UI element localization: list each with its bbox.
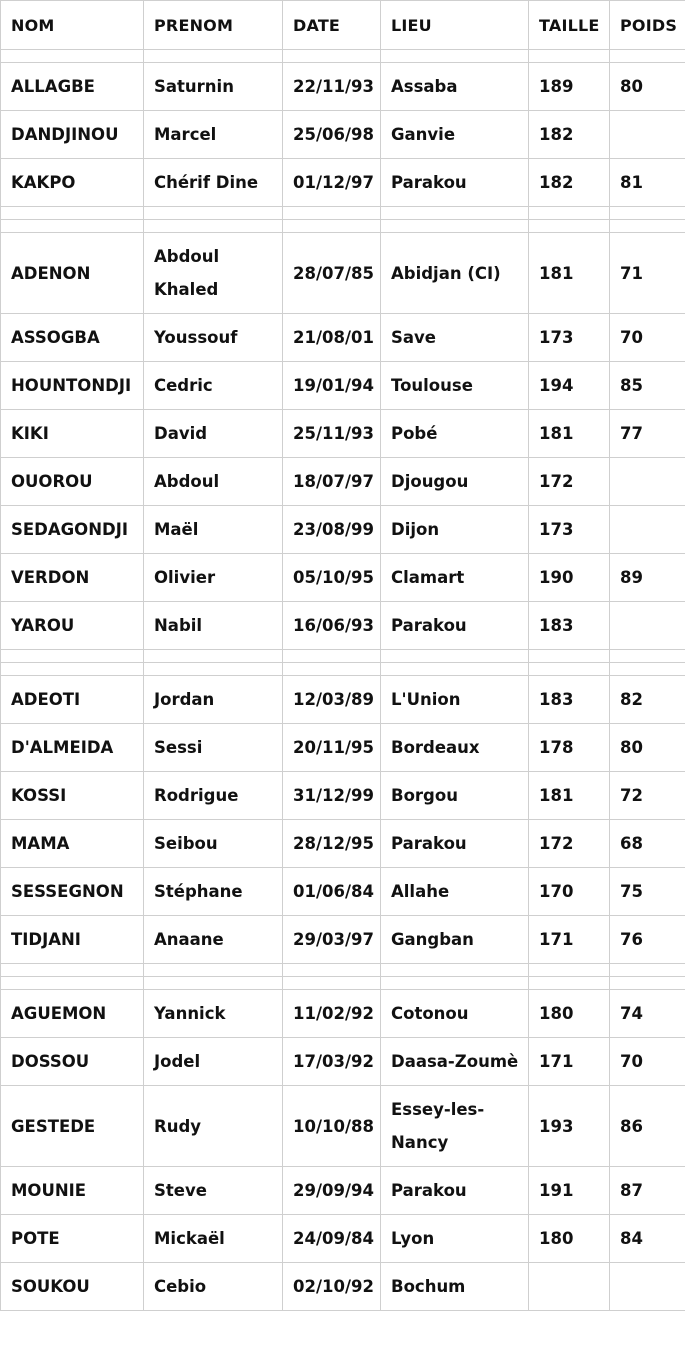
cell-nom: KIKI <box>1 410 144 458</box>
cell-date: 17/03/92 <box>283 1038 381 1086</box>
cell-date: 18/07/97 <box>283 458 381 506</box>
cell-prenom: Sessi <box>144 724 283 772</box>
separator-cell <box>529 50 610 63</box>
separator-cell <box>1 650 144 663</box>
cell-prenom: Yannick <box>144 990 283 1038</box>
cell-lieu: Essey-les-Nancy <box>381 1086 529 1167</box>
cell-date: 29/09/94 <box>283 1167 381 1215</box>
table-row <box>1 410 685 458</box>
table-row <box>1 676 685 724</box>
cell-nom: GESTEDE <box>1 1086 144 1167</box>
cell-prenom: Abdoul <box>144 458 283 506</box>
cell-prenom: Nabil <box>144 602 283 650</box>
separator-cell <box>1 207 144 220</box>
cell-prenom: Abdoul Khaled <box>144 233 283 314</box>
separator-cell <box>283 977 381 990</box>
cell-poids <box>610 602 685 650</box>
separator-cell <box>144 220 283 233</box>
cell-nom: SOUKOU <box>1 1263 144 1311</box>
cell-date: 20/11/95 <box>283 724 381 772</box>
cell-nom: YAROU <box>1 602 144 650</box>
separator-cell <box>529 650 610 663</box>
cell-nom: SESSEGNON <box>1 868 144 916</box>
cell-lieu: L'Union <box>381 676 529 724</box>
cell-prenom: Anaane <box>144 916 283 964</box>
cell-nom: DOSSOU <box>1 1038 144 1086</box>
separator-cell <box>283 50 381 63</box>
cell-prenom: Jodel <box>144 1038 283 1086</box>
group-separator-row <box>1 663 685 676</box>
cell-prenom: Rodrigue <box>144 772 283 820</box>
group-separator-row <box>1 50 685 63</box>
cell-nom: OUOROU <box>1 458 144 506</box>
group-separator-row <box>1 964 685 977</box>
separator-cell <box>283 207 381 220</box>
cell-date: 12/03/89 <box>283 676 381 724</box>
cell-prenom: Youssouf <box>144 314 283 362</box>
group-separator-row <box>1 650 685 663</box>
table-row <box>1 772 685 820</box>
separator-cell <box>381 207 529 220</box>
cell-prenom: Chérif Dine <box>144 159 283 207</box>
cell-date: 01/12/97 <box>283 159 381 207</box>
table-row <box>1 820 685 868</box>
separator-cell <box>529 220 610 233</box>
cell-lieu: Pobé <box>381 410 529 458</box>
table-row <box>1 916 685 964</box>
cell-prenom: Cebio <box>144 1263 283 1311</box>
separator-cell <box>381 663 529 676</box>
cell-taille: 171 <box>529 1038 610 1086</box>
table-row <box>1 159 685 207</box>
cell-poids: 68 <box>610 820 685 868</box>
table-row <box>1 990 685 1038</box>
cell-poids: 74 <box>610 990 685 1038</box>
cell-prenom: Marcel <box>144 111 283 159</box>
cell-lieu: Clamart <box>381 554 529 602</box>
header-date: DATE <box>283 1 381 50</box>
separator-cell <box>610 207 685 220</box>
cell-nom: VERDON <box>1 554 144 602</box>
cell-date: 25/06/98 <box>283 111 381 159</box>
cell-taille: 182 <box>529 159 610 207</box>
cell-nom: KAKPO <box>1 159 144 207</box>
cell-taille: 183 <box>529 676 610 724</box>
cell-date: 16/06/93 <box>283 602 381 650</box>
cell-date: 19/01/94 <box>283 362 381 410</box>
cell-nom: D'ALMEIDA <box>1 724 144 772</box>
cell-prenom: Rudy <box>144 1086 283 1167</box>
header-prenom: PRENOM <box>144 1 283 50</box>
table-row <box>1 868 685 916</box>
cell-poids: 80 <box>610 724 685 772</box>
cell-poids <box>610 1263 685 1311</box>
cell-lieu: Abidjan (CI) <box>381 233 529 314</box>
cell-nom: DANDJINOU <box>1 111 144 159</box>
separator-cell <box>144 977 283 990</box>
separator-cell <box>1 977 144 990</box>
separator-cell <box>1 220 144 233</box>
cell-nom: SEDAGONDJI <box>1 506 144 554</box>
cell-date: 28/07/85 <box>283 233 381 314</box>
separator-cell <box>610 964 685 977</box>
cell-poids: 76 <box>610 916 685 964</box>
table-row <box>1 1167 685 1215</box>
separator-cell <box>381 50 529 63</box>
cell-poids: 80 <box>610 63 685 111</box>
table-row <box>1 1263 685 1311</box>
separator-cell <box>610 220 685 233</box>
cell-date: 05/10/95 <box>283 554 381 602</box>
cell-poids: 81 <box>610 159 685 207</box>
cell-prenom: Saturnin <box>144 63 283 111</box>
separator-cell <box>144 663 283 676</box>
table-row <box>1 554 685 602</box>
table-row <box>1 1086 685 1167</box>
cell-taille: 190 <box>529 554 610 602</box>
separator-cell <box>283 663 381 676</box>
cell-poids <box>610 506 685 554</box>
header-taille: TAILLE <box>529 1 610 50</box>
cell-nom: AGUEMON <box>1 990 144 1038</box>
separator-cell <box>529 207 610 220</box>
cell-nom: ALLAGBE <box>1 63 144 111</box>
group-separator-row <box>1 977 685 990</box>
cell-poids: 70 <box>610 314 685 362</box>
cell-prenom: Jordan <box>144 676 283 724</box>
cell-taille: 194 <box>529 362 610 410</box>
cell-poids: 84 <box>610 1215 685 1263</box>
cell-taille: 172 <box>529 820 610 868</box>
separator-cell <box>381 650 529 663</box>
cell-poids: 71 <box>610 233 685 314</box>
cell-poids: 75 <box>610 868 685 916</box>
separator-cell <box>283 650 381 663</box>
cell-nom: ASSOGBA <box>1 314 144 362</box>
cell-nom: ADEOTI <box>1 676 144 724</box>
separator-cell <box>381 964 529 977</box>
cell-nom: POTE <box>1 1215 144 1263</box>
cell-prenom: Olivier <box>144 554 283 602</box>
cell-taille: 181 <box>529 410 610 458</box>
separator-cell <box>283 964 381 977</box>
cell-lieu: Dijon <box>381 506 529 554</box>
cell-taille: 181 <box>529 772 610 820</box>
cell-taille: 170 <box>529 868 610 916</box>
table-row <box>1 111 685 159</box>
cell-taille: 180 <box>529 990 610 1038</box>
table-row <box>1 724 685 772</box>
cell-poids <box>610 458 685 506</box>
cell-date: 29/03/97 <box>283 916 381 964</box>
cell-nom: KOSSI <box>1 772 144 820</box>
cell-poids: 89 <box>610 554 685 602</box>
table-row <box>1 506 685 554</box>
cell-prenom: Stéphane <box>144 868 283 916</box>
cell-poids: 77 <box>610 410 685 458</box>
cell-date: 02/10/92 <box>283 1263 381 1311</box>
cell-lieu: Ganvie <box>381 111 529 159</box>
cell-lieu: Cotonou <box>381 990 529 1038</box>
table-row <box>1 1215 685 1263</box>
cell-taille: 183 <box>529 602 610 650</box>
separator-cell <box>610 663 685 676</box>
separator-cell <box>144 50 283 63</box>
cell-prenom: Mickaël <box>144 1215 283 1263</box>
header-nom: NOM <box>1 1 144 50</box>
table-row <box>1 458 685 506</box>
cell-lieu: Parakou <box>381 602 529 650</box>
cell-date: 22/11/93 <box>283 63 381 111</box>
cell-lieu: Bochum <box>381 1263 529 1311</box>
cell-prenom: David <box>144 410 283 458</box>
separator-cell <box>381 977 529 990</box>
table-row <box>1 602 685 650</box>
cell-poids: 82 <box>610 676 685 724</box>
cell-lieu: Parakou <box>381 1167 529 1215</box>
cell-nom: MOUNIE <box>1 1167 144 1215</box>
cell-lieu: Parakou <box>381 820 529 868</box>
separator-cell <box>529 977 610 990</box>
group-separator-row <box>1 207 685 220</box>
cell-taille: 173 <box>529 506 610 554</box>
cell-taille: 191 <box>529 1167 610 1215</box>
cell-poids: 87 <box>610 1167 685 1215</box>
separator-cell <box>529 663 610 676</box>
cell-date: 31/12/99 <box>283 772 381 820</box>
separator-cell <box>529 964 610 977</box>
cell-nom: MAMA <box>1 820 144 868</box>
separator-cell <box>144 964 283 977</box>
cell-taille: 172 <box>529 458 610 506</box>
cell-poids <box>610 111 685 159</box>
separator-cell <box>1 663 144 676</box>
header-poids: POIDS <box>610 1 685 50</box>
table-header-row <box>1 1 685 50</box>
cell-lieu: Gangban <box>381 916 529 964</box>
cell-taille: 181 <box>529 233 610 314</box>
separator-cell <box>144 207 283 220</box>
cell-taille: 189 <box>529 63 610 111</box>
cell-date: 11/02/92 <box>283 990 381 1038</box>
cell-poids: 86 <box>610 1086 685 1167</box>
cell-nom: ADENON <box>1 233 144 314</box>
cell-taille: 182 <box>529 111 610 159</box>
cell-date: 24/09/84 <box>283 1215 381 1263</box>
cell-lieu: Borgou <box>381 772 529 820</box>
cell-lieu: Lyon <box>381 1215 529 1263</box>
cell-taille <box>529 1263 610 1311</box>
table-row <box>1 1038 685 1086</box>
cell-date: 23/08/99 <box>283 506 381 554</box>
header-lieu: LIEU <box>381 1 529 50</box>
separator-cell <box>381 220 529 233</box>
cell-lieu: Assaba <box>381 63 529 111</box>
cell-prenom: Maël <box>144 506 283 554</box>
cell-taille: 178 <box>529 724 610 772</box>
separator-cell <box>283 220 381 233</box>
cell-lieu: Toulouse <box>381 362 529 410</box>
cell-poids: 70 <box>610 1038 685 1086</box>
cell-lieu: Bordeaux <box>381 724 529 772</box>
separator-cell <box>1 964 144 977</box>
cell-date: 25/11/93 <box>283 410 381 458</box>
table-row <box>1 233 685 314</box>
separator-cell <box>610 650 685 663</box>
cell-nom: HOUNTONDJI <box>1 362 144 410</box>
cell-lieu: Daasa-Zoumè <box>381 1038 529 1086</box>
cell-prenom: Cedric <box>144 362 283 410</box>
table-row <box>1 63 685 111</box>
cell-nom: TIDJANI <box>1 916 144 964</box>
table-body <box>1 50 685 1311</box>
cell-poids: 85 <box>610 362 685 410</box>
cell-date: 10/10/88 <box>283 1086 381 1167</box>
cell-lieu: Allahe <box>381 868 529 916</box>
cell-poids: 72 <box>610 772 685 820</box>
cell-prenom: Steve <box>144 1167 283 1215</box>
cell-date: 28/12/95 <box>283 820 381 868</box>
cell-taille: 180 <box>529 1215 610 1263</box>
cell-taille: 173 <box>529 314 610 362</box>
cell-lieu: Save <box>381 314 529 362</box>
separator-cell <box>610 977 685 990</box>
table-row <box>1 362 685 410</box>
separator-cell <box>610 50 685 63</box>
cell-lieu: Parakou <box>381 159 529 207</box>
cell-prenom: Seibou <box>144 820 283 868</box>
table-row <box>1 314 685 362</box>
group-separator-row <box>1 220 685 233</box>
cell-taille: 193 <box>529 1086 610 1167</box>
separator-cell <box>144 650 283 663</box>
cell-date: 21/08/01 <box>283 314 381 362</box>
cell-taille: 171 <box>529 916 610 964</box>
cell-lieu: Djougou <box>381 458 529 506</box>
cell-date: 01/06/84 <box>283 868 381 916</box>
separator-cell <box>1 50 144 63</box>
